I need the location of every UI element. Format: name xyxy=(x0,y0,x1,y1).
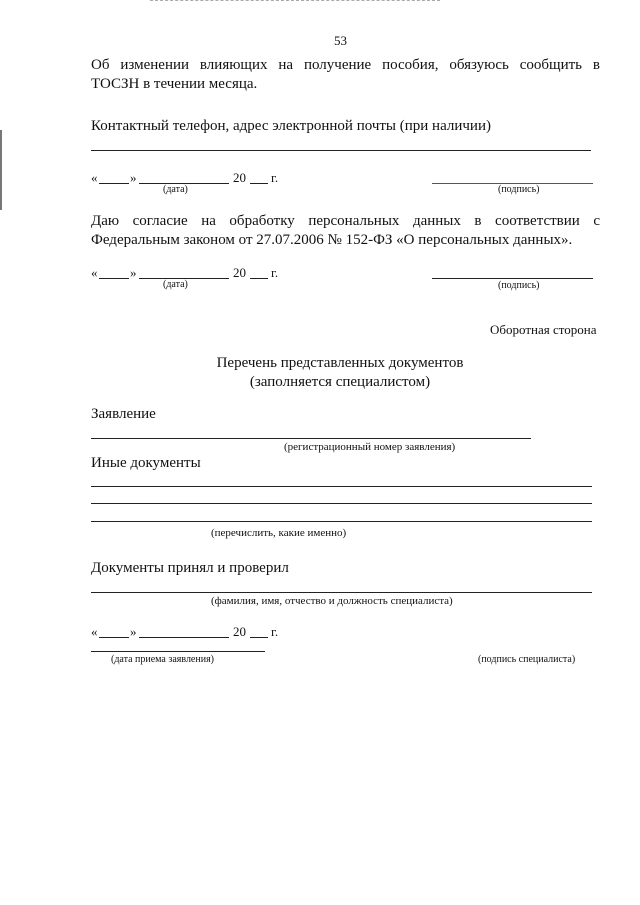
year-suffix: г. xyxy=(271,265,279,280)
other-documents-label: Иные документы xyxy=(91,455,201,471)
close-quote: » xyxy=(130,170,137,185)
notice-line-1: Об изменении влияющих на получение пособия, обязуюсь сообщить в xyxy=(91,57,600,73)
other-documents-line-3[interactable] xyxy=(91,521,592,522)
day-field[interactable] xyxy=(99,637,129,638)
application-label: Заявление xyxy=(91,406,156,422)
consent-line-1: Даю согласие на обработку персональных данных в соответствии с xyxy=(91,213,600,229)
close-quote: » xyxy=(130,265,137,280)
contact-field-line[interactable] xyxy=(91,150,591,151)
month-field[interactable] xyxy=(139,637,229,638)
year-prefix: 20 xyxy=(233,265,246,280)
reverse-side-label: Оборотная сторона xyxy=(490,322,597,337)
year-suffix: г. xyxy=(271,170,279,185)
specialist-signature-caption: (подпись специалиста) xyxy=(478,654,576,665)
other-documents-caption: (перечислить, какие именно) xyxy=(211,527,347,539)
page-number: 53 xyxy=(334,33,347,48)
consent-line-2: Федеральным законом от 27.07.2006 № 152-ФЗ «О персональных данных». xyxy=(91,232,573,248)
day-field[interactable] xyxy=(99,278,129,279)
scan-edge-mark xyxy=(0,130,2,210)
close-quote: » xyxy=(130,624,137,639)
open-quote: « xyxy=(91,265,98,280)
application-number-caption: (регистрационный номер заявления) xyxy=(284,441,456,453)
year-prefix: 20 xyxy=(233,624,246,639)
day-field[interactable] xyxy=(99,183,129,184)
documents-list-subtitle: (заполняется специалистом) xyxy=(249,374,431,390)
notice-line-2: ТОСЗН в течении месяца. xyxy=(91,76,258,92)
application-number-field[interactable] xyxy=(91,438,531,439)
other-documents-line-2[interactable] xyxy=(91,503,592,504)
year-field[interactable] xyxy=(250,637,268,638)
year-field[interactable] xyxy=(250,183,268,184)
year-prefix: 20 xyxy=(233,170,246,185)
signature-caption: (подпись) xyxy=(498,184,540,195)
year-suffix: г. xyxy=(271,624,279,639)
other-documents-line-1[interactable] xyxy=(91,486,592,487)
acceptance-date-line[interactable] xyxy=(91,651,265,652)
date-caption: (дата) xyxy=(163,184,188,195)
contact-label: Контактный телефон, адрес электронной почты (при наличии) xyxy=(91,118,491,134)
open-quote: « xyxy=(91,624,98,639)
specialist-name-caption: (фамилия, имя, отчество и должность специалиста) xyxy=(211,595,453,607)
documents-list-title: Перечень представленных документов xyxy=(216,355,464,371)
year-field[interactable] xyxy=(250,278,268,279)
open-quote: « xyxy=(91,170,98,185)
specialist-name-field[interactable] xyxy=(91,592,592,593)
acceptance-date-caption: (дата приема заявления) xyxy=(111,654,215,665)
accepted-by-label: Документы принял и проверил xyxy=(91,560,289,576)
scan-top-mark xyxy=(150,0,440,3)
date-caption: (дата) xyxy=(163,279,188,290)
signature-caption: (подпись) xyxy=(498,280,540,291)
signature-field[interactable] xyxy=(432,278,593,279)
